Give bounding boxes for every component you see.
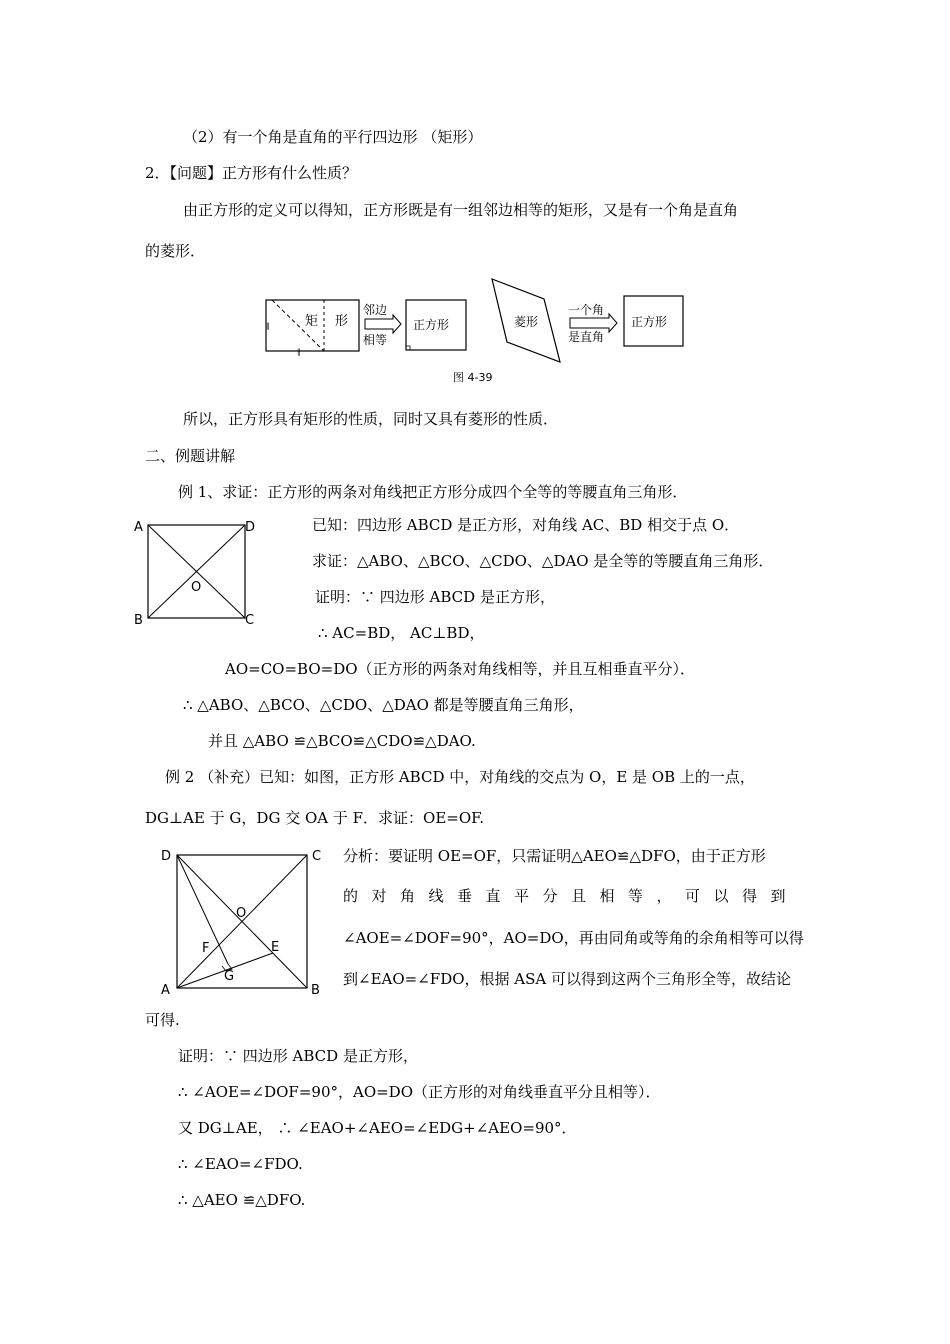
arrow-right-icon <box>365 315 401 333</box>
example1-proof-3: AO=CO=BO=DO（正方形的两条对角线相等，并且互相垂直平分）． <box>225 660 696 678</box>
label-A: A <box>134 520 143 535</box>
svg-text:‖: ‖ <box>297 348 301 356</box>
rect-label-2: 形 <box>335 314 349 329</box>
example2-title-1: 例 2 （补充）已知：如图，正方形 ABCD 中，对角线的交点为 O，E 是 OB 上的一点， <box>165 768 755 786</box>
example1-proof-2: ∴ AC=BD， AC⊥BD， <box>318 624 485 642</box>
square2-label: 正方形 <box>631 315 668 329</box>
explain-line-2: 的菱形． <box>145 242 206 260</box>
rhombus-label: 菱形 <box>514 315 539 329</box>
label-B2: B <box>311 983 320 998</box>
section-heading: 二、例题讲解 <box>145 447 236 465</box>
arrow1-bottom-label: 相等 <box>363 333 388 347</box>
question-2: 2．【问题】正方形有什么性质？ <box>145 164 358 182</box>
example2-proof-2: ∴ ∠AOE=∠DOF=90°，AO=DO（正方形的对角线垂直平分且相等）． <box>178 1083 661 1101</box>
example2-figure <box>155 840 330 1002</box>
square1-label: 正方形 <box>413 318 450 332</box>
intro-line-2: （2）有一个角是直角的平行四边形 （矩形） <box>183 128 483 146</box>
example1-figure <box>130 513 260 633</box>
arrow1-top-label: 邻边 <box>363 303 388 317</box>
example1-given: 已知：四边形 ABCD 是正方形，对角线 AC、BD 相交于点 O． <box>312 516 740 534</box>
example1-prove: 求证：△ABO、△BCO、△CDO、△DAO 是全等的等腰直角三角形． <box>312 552 774 570</box>
label-O: O <box>191 580 202 595</box>
figure-4-39 <box>255 270 695 390</box>
example1-proof-1: 证明：∵ 四边形 ABCD 是正方形， <box>315 588 555 606</box>
example2-analysis-3: ∠AOE=∠DOF=90°，AO=DO，再由同角或等角的余角相等可以得 <box>343 929 804 947</box>
example2-proof-4: ∴ ∠EAO=∠FDO. <box>178 1155 303 1173</box>
example2-proof-1: 证明：∵ 四边形 ABCD 是正方形， <box>178 1047 418 1065</box>
label-C2: C <box>312 849 322 864</box>
conclusion: 所以，正方形具有矩形的性质，同时又具有菱形的性质． <box>183 410 559 428</box>
explain-line-1: 由正方形的定义可以得知，正方形既是有一组邻边相等的矩形，又是有一个角是直角 <box>183 201 739 219</box>
example2-analysis-4: 到∠EAO=∠FDO，根据 ASA 可以得到这两个三角形全等，故结论 <box>343 970 791 988</box>
example2-title-2: DG⊥AE 于 G，DG 交 OA 于 F．求证：OE=OF. <box>145 809 484 827</box>
label-E: E <box>271 940 280 955</box>
rect-label-1: 矩 <box>305 314 319 329</box>
example2-analysis-1: 分析：要证明 OE=OF，只需证明△AEO≌△DFO，由于正方形 <box>343 847 766 865</box>
label-A2: A <box>161 983 170 998</box>
example1-proof-4: ∴ △ABO、△BCO、△CDO、△DAO 都是等腰直角三角形， <box>183 696 584 714</box>
svg-text:‖: ‖ <box>266 322 270 330</box>
example2-analysis-5: 可得. <box>145 1011 180 1029</box>
label-F: F <box>202 941 210 956</box>
example2-proof-3: 又 DG⊥AE， ∴ ∠EAO+∠AEO=∠EDG+∠AEO=90°． <box>178 1119 577 1137</box>
label-D: D <box>245 520 256 535</box>
arrow2-bottom-label: 是直角 <box>568 330 605 344</box>
arrow2-top-label: 一个角 <box>568 303 605 317</box>
example1-title: 例 1、求证：正方形的两条对角线把正方形分成四个全等的等腰直角三角形． <box>178 483 688 501</box>
label-C: C <box>245 613 255 628</box>
label-D2: D <box>161 849 172 864</box>
example2-analysis-2: 的对角线垂直平分且相等，可以得到 <box>343 887 800 905</box>
example2-proof-5: ∴ △AEO ≌△DFO. <box>178 1191 306 1209</box>
label-B: B <box>134 613 143 628</box>
label-O2: O <box>236 906 247 921</box>
example1-proof-5: 并且 △ABO ≌△BCO≌△CDO≌△DAO. <box>208 732 476 750</box>
label-G: G <box>224 969 235 984</box>
figure-caption: 图 4-39 <box>453 371 493 384</box>
